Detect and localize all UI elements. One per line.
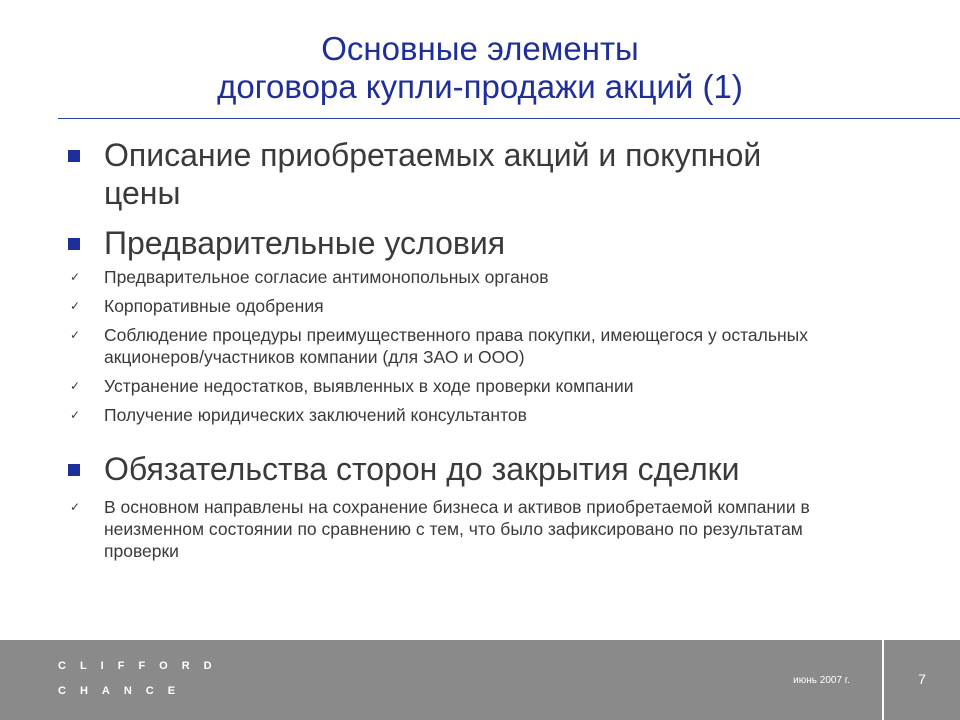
obligations-list [68, 496, 908, 562]
list-item [70, 375, 908, 397]
section-heading-line-1: Описание приобретаемых акций и покупной [104, 137, 762, 173]
section-heading-line-2: цены [104, 175, 181, 211]
title-divider [58, 118, 960, 119]
list-item-text: Соблюдение процедуры преимущественного права покупки, имеющегося у остальных акционеров/участников компании (для ЗАО и ООО) [104, 325, 808, 367]
slide-content [68, 136, 908, 562]
section-heading-preconditions [68, 224, 908, 262]
section-heading-text: Предварительные условия [104, 225, 506, 261]
page-number: 7 [918, 671, 926, 687]
checkmark-icon: ✓ [70, 379, 81, 393]
list-item-text: В основном направлены на сохранение бизнеса и активов приобретаемой компании в неизменном состоянии по сравнению с тем, что было зафиксировано по результатам проверки [104, 497, 810, 561]
section-heading-obligations [68, 450, 908, 488]
list-item [70, 266, 908, 288]
list-item [70, 404, 908, 426]
list-item-text: Корпоративные одобрения [104, 296, 324, 316]
list-item [70, 324, 908, 368]
slide-title-line-2: договора купли-продажи акций (1) [217, 68, 743, 105]
section-heading-description-text [104, 136, 761, 212]
square-bullet-icon [68, 238, 80, 250]
list-item-text: Предварительное согласие антимонопольных органов [104, 267, 549, 287]
list-item [70, 496, 908, 562]
section-heading-description [68, 136, 908, 212]
preconditions-list [68, 266, 908, 426]
checkmark-icon: ✓ [70, 500, 81, 514]
checkmark-icon: ✓ [70, 270, 81, 284]
list-item-text: Устранение недостатков, выявленных в ходе проверки компании [104, 376, 634, 396]
footer-bar [0, 640, 960, 720]
checkmark-icon: ✓ [70, 408, 81, 422]
slide-title-line-1: Основные элементы [321, 30, 639, 67]
square-bullet-icon [68, 150, 80, 162]
logo-line-1: CLIFFORD [58, 660, 226, 672]
checkmark-icon: ✓ [70, 328, 81, 342]
slide-title [0, 30, 960, 106]
checkmark-icon: ✓ [70, 299, 81, 313]
list-item [70, 295, 908, 317]
footer-date: июнь 2007 г. [793, 675, 850, 686]
square-bullet-icon [68, 464, 80, 476]
section-heading-text: Обязательства сторон до закрытия сделки [104, 451, 740, 487]
list-item-text: Получение юридических заключений консультантов [104, 405, 527, 425]
logo-line-2: CHANCE [58, 685, 190, 697]
